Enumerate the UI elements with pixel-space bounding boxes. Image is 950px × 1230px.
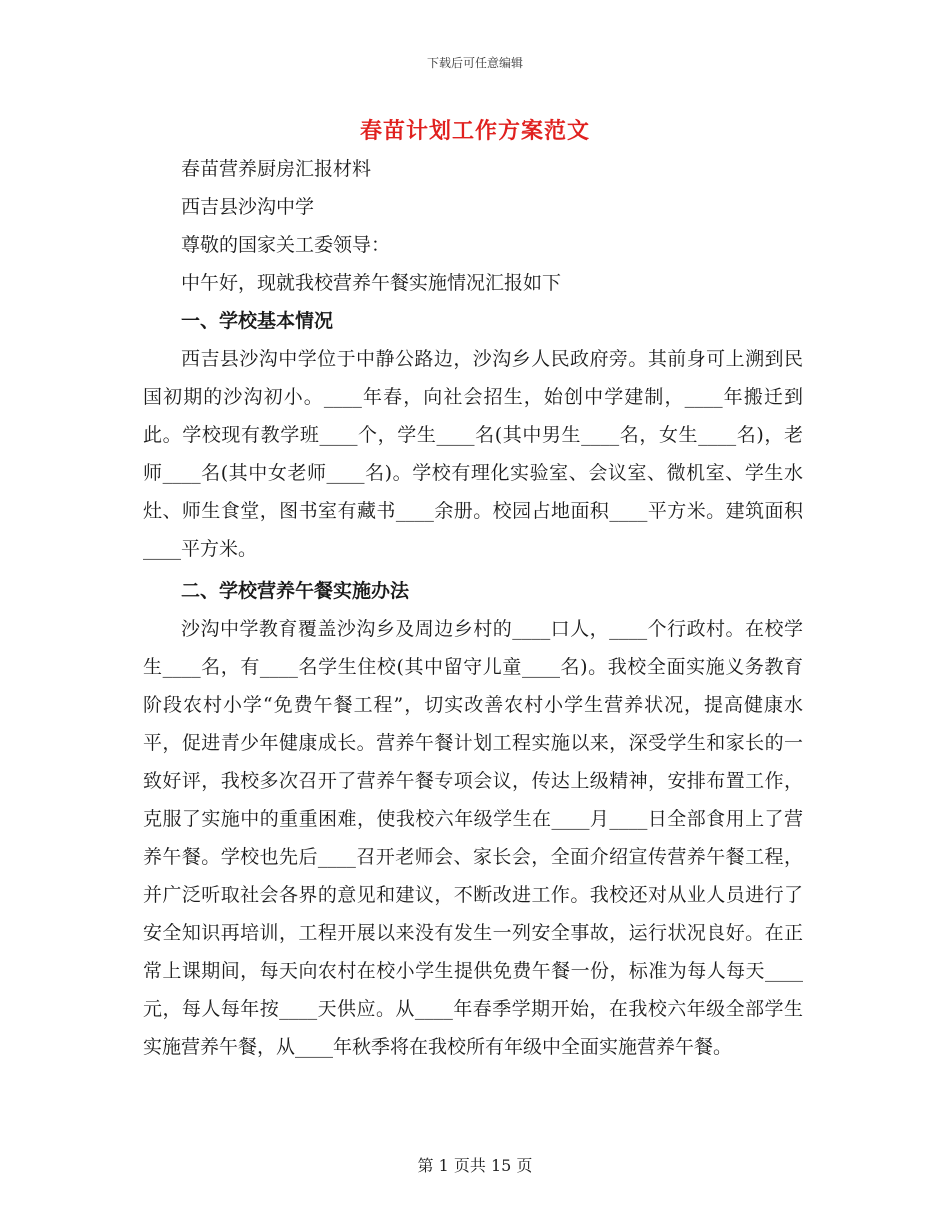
page-number: 第 1 页共 15 页 [417,1156,533,1175]
intro-line-report-title: 春苗营养厨房汇报材料 [181,158,372,180]
header-note: 下载后可任意编辑 [426,56,523,70]
intro-line-salutation: 尊敬的国家关工委领导： [181,234,391,256]
intro-line-greeting: 中午好，现就我校营养午餐实施情况汇报如下 [181,272,562,294]
section-body-lunch-plan: 沙沟中学教育覆盖沙沟乡及周边乡村的____口人，____个行政村。在校学生____名，有____名学生住校(其中留守儿童____名)。我校全面实施义务教育阶段农村小学“免费午餐工程”，切实改善农村小学生营养状况，提高健康水平，促进青少年健康成长。营养午餐计划工程实施以来，深受学生和家长的一致好评，我校多次召开了营养午餐专项会议，传达上级精神，安排布置工作，克服了实施中的重重困难，使我校六年级学生在____月____日全部食用上了营养午餐。学校也先后____召开老师会、家长会，全面介绍宣传营养午餐工程，并广泛听取社会各界的意见和建议，不断改进工作。我校还对从业人员进行了安全知识再培训，工程开展以来没有发生一列安全事故，运行状况良好。在正常上课期间，每天向农村在校小学生提供免费午餐一份，标准为每人每天____元，每人每年按____天供应。从____年春季学期开始，在我校六年级全部学生实施营养午餐，从____年秋季将在我校所有年级中全面实施营养午餐。 [143,618,803,1058]
section-heading-lunch-plan: 二、学校营养午餐实施办法 [181,580,410,602]
document-body [143,150,803,1066]
section-heading-basic-info: 一、学校基本情况 [181,310,334,332]
section-body-basic-info: 西吉县沙沟中学位于中静公路边，沙沟乡人民政府旁。其前身可上溯到民国初期的沙沟初小。____年春，向社会招生，始创中学建制，____年搬迁到此。学校现有教学班____个，学生____名(其中男生____名，女生____名)，老师____名(其中女老师____名)。学校有理化实验室、会议室、微机室、学生水灶、师生食堂，图书室有藏书____余册。校园占地面积____平方米。建筑面积____平方米。 [143,348,803,560]
document-title: 春苗计划工作方案范文 [359,118,590,144]
intro-line-school-name: 西吉县沙沟中学 [181,196,315,218]
